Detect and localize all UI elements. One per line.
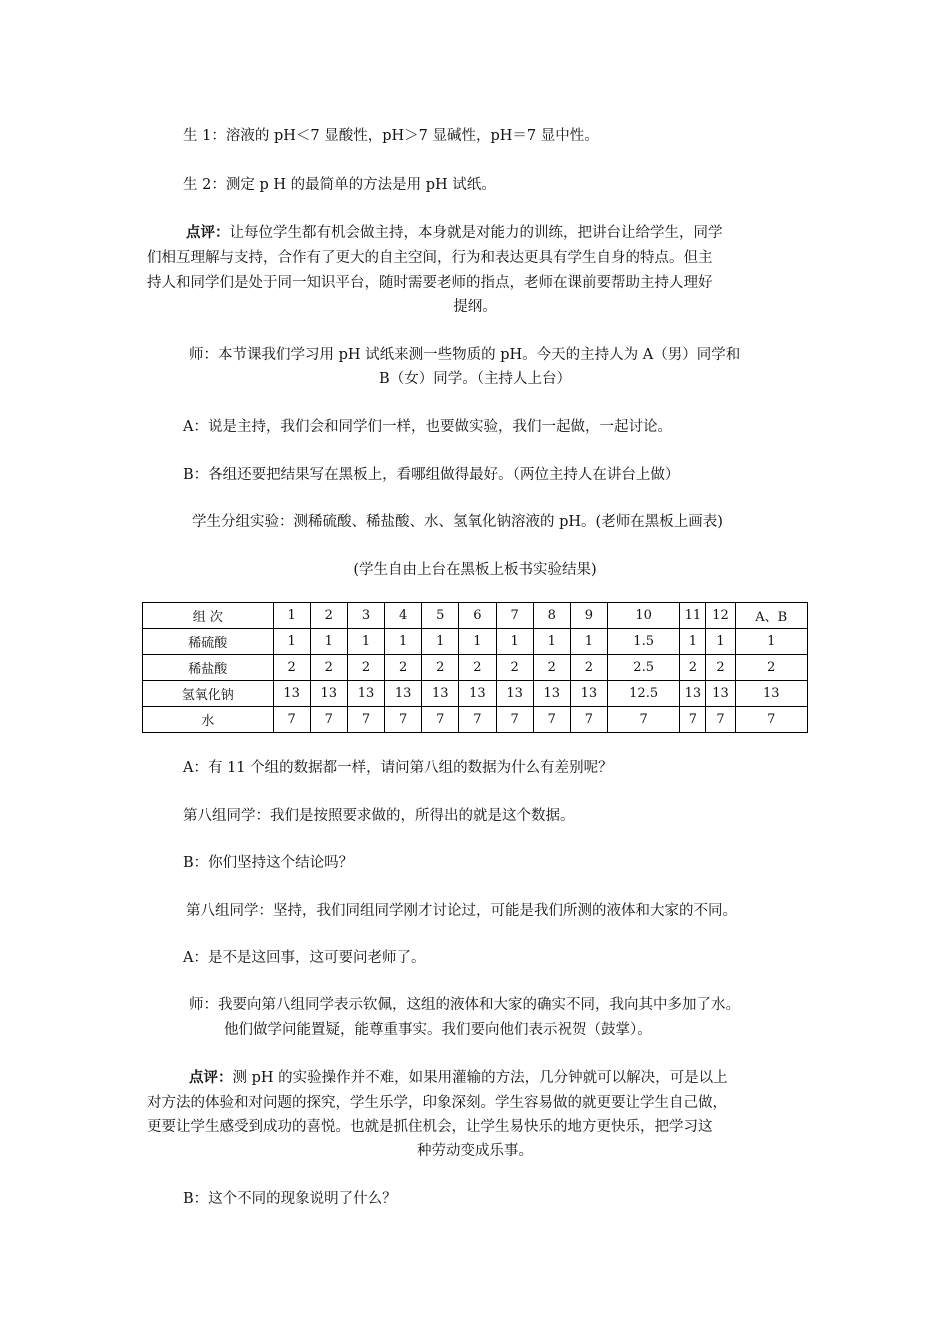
table-cell: 13 (385, 681, 422, 707)
table-cell: 4 (385, 603, 422, 629)
table-cell: 7 (496, 707, 533, 733)
table-cell: 13 (310, 681, 347, 707)
table-cell: 12 (706, 603, 735, 629)
table-cell: 7 (385, 707, 422, 733)
table-cell: 6 (459, 603, 496, 629)
table-cell: 13 (459, 681, 496, 707)
table-cell: 1 (706, 629, 735, 655)
row-label-cell: 组 次 (143, 603, 274, 629)
table-cell: 1 (459, 629, 496, 655)
table-cell: 5 (422, 603, 459, 629)
table-cell: 7 (273, 707, 310, 733)
table-cell: 7 (680, 707, 706, 733)
table-cell: 2 (496, 655, 533, 681)
comment-1-line-3: 持人和同学们是处于同一知识平台，随时需要老师的指点，老师在课前要帮助主持人理好 (147, 275, 713, 291)
table-cell: 2 (310, 603, 347, 629)
table-cell: 2 (533, 655, 570, 681)
table-cell: 7 (459, 707, 496, 733)
table-row (143, 681, 808, 707)
table-cell: 11 (680, 603, 706, 629)
table-cell: 13 (570, 681, 607, 707)
comment-2-text: 测 pH 的实验操作并不难，如果用灌输的方法，几分钟就可以解决，可是以上 (232, 1070, 728, 1086)
group-8-line-1: 第八组同学：我们是按照要求做的，所得出的就是这个数据。 (183, 808, 575, 824)
table-cell: 1 (385, 629, 422, 655)
table-cell: 7 (735, 707, 807, 733)
table-cell: 9 (570, 603, 607, 629)
table-cell: 2 (422, 655, 459, 681)
table-cell: 7 (607, 707, 679, 733)
table-cell: 13 (422, 681, 459, 707)
teacher-1-line-1: 师：本节课我们学习用 pH 试纸来测一些物质的 pH。今天的主持人为 A（男）同学和 (189, 347, 741, 363)
table-cell: 1 (273, 629, 310, 655)
table-cell: 13 (347, 681, 384, 707)
host-b-line-3: B：这个不同的现象说明了什么？ (183, 1191, 397, 1207)
comment-1-text: 让每位学生都有机会做主持，本身就是对能力的训练，把讲台让给学生，同学 (229, 225, 723, 241)
table-cell: 13 (273, 681, 310, 707)
table-cell: 3 (347, 603, 384, 629)
comment-2-line-4: 种劳动变成乐事。 (417, 1143, 533, 1159)
comment-1-line-2: 们相互理解与支持，合作有了更大的自主空间，行为和表达更具有学生自身的特点。但主 (147, 250, 713, 266)
table-cell: 1 (570, 629, 607, 655)
comment-1-label: 点评： (186, 224, 230, 241)
table-cell: 1 (347, 629, 384, 655)
table-cell: 2 (680, 655, 706, 681)
comment-2-line-1 (189, 1068, 728, 1088)
table-cell: 13 (735, 681, 807, 707)
comment-1-line-1 (186, 223, 723, 243)
host-a-line-3: A：是不是这回事，这可要问老师了。 (183, 950, 426, 966)
row-label-cell: 稀硫酸 (143, 629, 274, 655)
student-1-line: 生 1：溶液的 pH＜7 显酸性，pH＞7 显碱性，pH＝7 显中性。 (183, 128, 599, 144)
table-cell: 13 (680, 681, 706, 707)
table-cell: 13 (533, 681, 570, 707)
table-cell: 10 (607, 603, 679, 629)
row-label-cell: 水 (143, 707, 274, 733)
table-cell: 1 (496, 629, 533, 655)
table-cell: 2 (459, 655, 496, 681)
teacher-2-line-1: 师：我要向第八组同学表示钦佩，这组的液体和大家的确实不同，我向其中多加了水。 (189, 997, 740, 1013)
group-8-line-2: 第八组同学：坚持，我们同组同学刚才讨论过，可能是我们所测的液体和大家的不同。 (186, 903, 737, 919)
host-b-line-2: B：你们坚持这个结论吗？ (183, 855, 354, 871)
table-cell: 1 (533, 629, 570, 655)
table-cell: 7 (570, 707, 607, 733)
table-row (143, 655, 808, 681)
experiment-line: 学生分组实验：测稀硫酸、稀盐酸、水、氢氧化钠溶液的 pH。(老师在黑板上画表) (192, 514, 723, 530)
row-label-cell: 氢氧化钠 (143, 681, 274, 707)
table-cell: 2 (310, 655, 347, 681)
host-a-line-1: A：说是主持，我们会和同学们一样，也要做实验，我们一起做，一起讨论。 (183, 419, 672, 435)
table-cell: 2 (385, 655, 422, 681)
table-note: (学生自由上台在黑板上板书实验结果) (353, 562, 597, 578)
table-cell: 2 (735, 655, 807, 681)
table-cell: 7 (310, 707, 347, 733)
table-cell: 2 (570, 655, 607, 681)
comment-2-label: 点评： (189, 1069, 233, 1086)
row-label-cell: 稀盐酸 (143, 655, 274, 681)
table-row (143, 629, 808, 655)
table-cell: 7 (533, 707, 570, 733)
table-cell: 1 (310, 629, 347, 655)
table-cell: 7 (706, 707, 735, 733)
table-cell: A、B (735, 603, 807, 629)
table-header-row (143, 603, 808, 629)
table-cell: 2 (706, 655, 735, 681)
host-a-line-2: A：有 11 个组的数据都一样，请问第八组的数据为什么有差别呢？ (183, 760, 613, 776)
table-cell: 1.5 (607, 629, 679, 655)
table-cell: 2.5 (607, 655, 679, 681)
table-cell: 7 (496, 603, 533, 629)
comment-2-line-2: 对方法的体验和对问题的探究，学生乐学，印象深刻。学生容易做的就更要让学生自己做， (147, 1095, 727, 1111)
table-cell: 7 (347, 707, 384, 733)
table-cell: 1 (422, 629, 459, 655)
table-row (143, 707, 808, 733)
student-2-line: 生 2：测定 p H 的最简单的方法是用 pH 试纸。 (183, 177, 496, 193)
teacher-1-line-2: B（女）同学。（主持人上台） (379, 371, 571, 387)
comment-2-line-3: 更要让学生感受到成功的喜悦。也就是抓住机会，让学生易快乐的地方更快乐，把学习这 (147, 1119, 713, 1135)
table-cell: 2 (273, 655, 310, 681)
table-cell: 2 (347, 655, 384, 681)
teacher-2-line-2: 他们做学问能置疑，能尊重事实。我们要向他们表示祝贺（鼓掌）。 (224, 1022, 652, 1038)
table-cell: 7 (422, 707, 459, 733)
table-cell: 1 (680, 629, 706, 655)
table-cell: 1 (735, 629, 807, 655)
table-cell: 13 (706, 681, 735, 707)
table-cell: 8 (533, 603, 570, 629)
host-b-line-1: B：各组还要把结果写在黑板上，看哪组做得最好。（两位主持人在讲台上做） (183, 467, 680, 483)
ph-results-table (142, 602, 808, 733)
comment-1-line-4: 提纲。 (453, 299, 497, 315)
table-cell: 1 (273, 603, 310, 629)
table-cell: 12.5 (607, 681, 679, 707)
table-cell: 13 (496, 681, 533, 707)
